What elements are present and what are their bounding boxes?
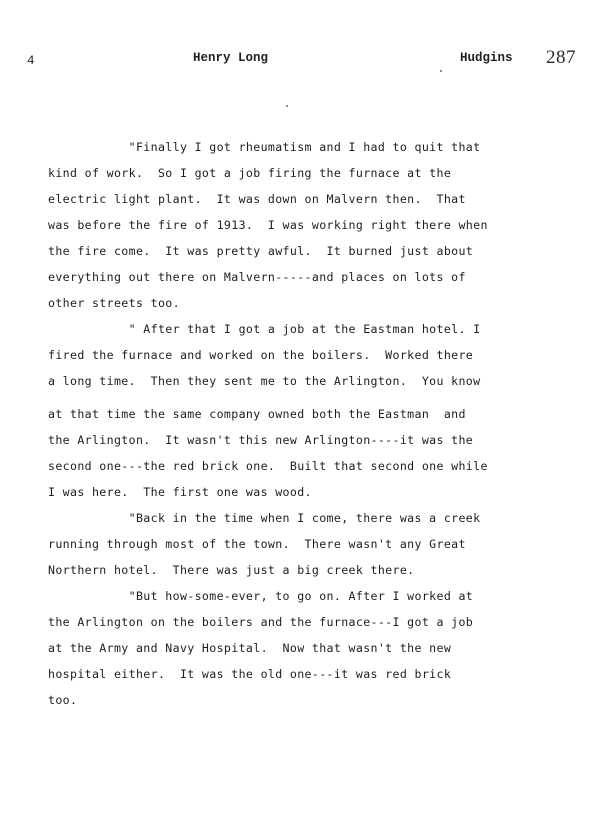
body-line: a long time. Then they sent me to the Arlington. You know bbox=[48, 374, 481, 388]
body-line: at the Army and Navy Hospital. Now that wasn't the new bbox=[48, 641, 452, 655]
page-number-left: 4 bbox=[27, 54, 35, 68]
body-line: the Arlington on the boilers and the furnace---I got a job bbox=[48, 615, 474, 629]
body-line: I was here. The first one was wood. bbox=[48, 485, 312, 499]
body-line: kind of work. So I got a job firing the furnace at the bbox=[48, 166, 452, 180]
body-line: " After that I got a job at the Eastman hotel. I bbox=[48, 322, 481, 336]
body-line: "Finally I got rheumatism and I had to quit that bbox=[48, 140, 481, 154]
body-line: too. bbox=[48, 693, 78, 707]
body-line: the Arlington. It wasn't this new Arlington----it was the bbox=[48, 433, 474, 447]
body-line: "Back in the time when I come, there was a creek bbox=[48, 511, 481, 525]
body-line: electric light plant. It was down on Malvern then. That bbox=[48, 192, 466, 206]
page-number: 287 bbox=[546, 47, 576, 68]
body-line: everything out there on Malvern-----and places on lots of bbox=[48, 270, 466, 284]
body-line: running through most of the town. There wasn't any Great bbox=[48, 537, 466, 551]
paper-speck bbox=[286, 105, 288, 107]
body-line: was before the fire of 1913. I was working right there when bbox=[48, 218, 488, 232]
body-line: second one---the red brick one. Built that second one while bbox=[48, 459, 488, 473]
body-line: fired the furnace and worked on the boilers. Worked there bbox=[48, 348, 474, 362]
interviewer-name: Hudgins bbox=[460, 51, 513, 65]
body-line: other streets too. bbox=[48, 296, 180, 310]
interviewee-name: Henry Long bbox=[193, 51, 269, 65]
body-line: Northern hotel. There was just a big creek there. bbox=[48, 563, 415, 577]
body-line: the fire come. It was pretty awful. It burned just about bbox=[48, 244, 474, 258]
body-line: hospital either. It was the old one---it was red brick bbox=[48, 667, 452, 681]
body-line: "But how-some-ever, to go on. After I worked at bbox=[48, 589, 474, 603]
paper-speck bbox=[440, 70, 442, 72]
body-line: at that time the same company owned both the Eastman and bbox=[48, 407, 466, 421]
